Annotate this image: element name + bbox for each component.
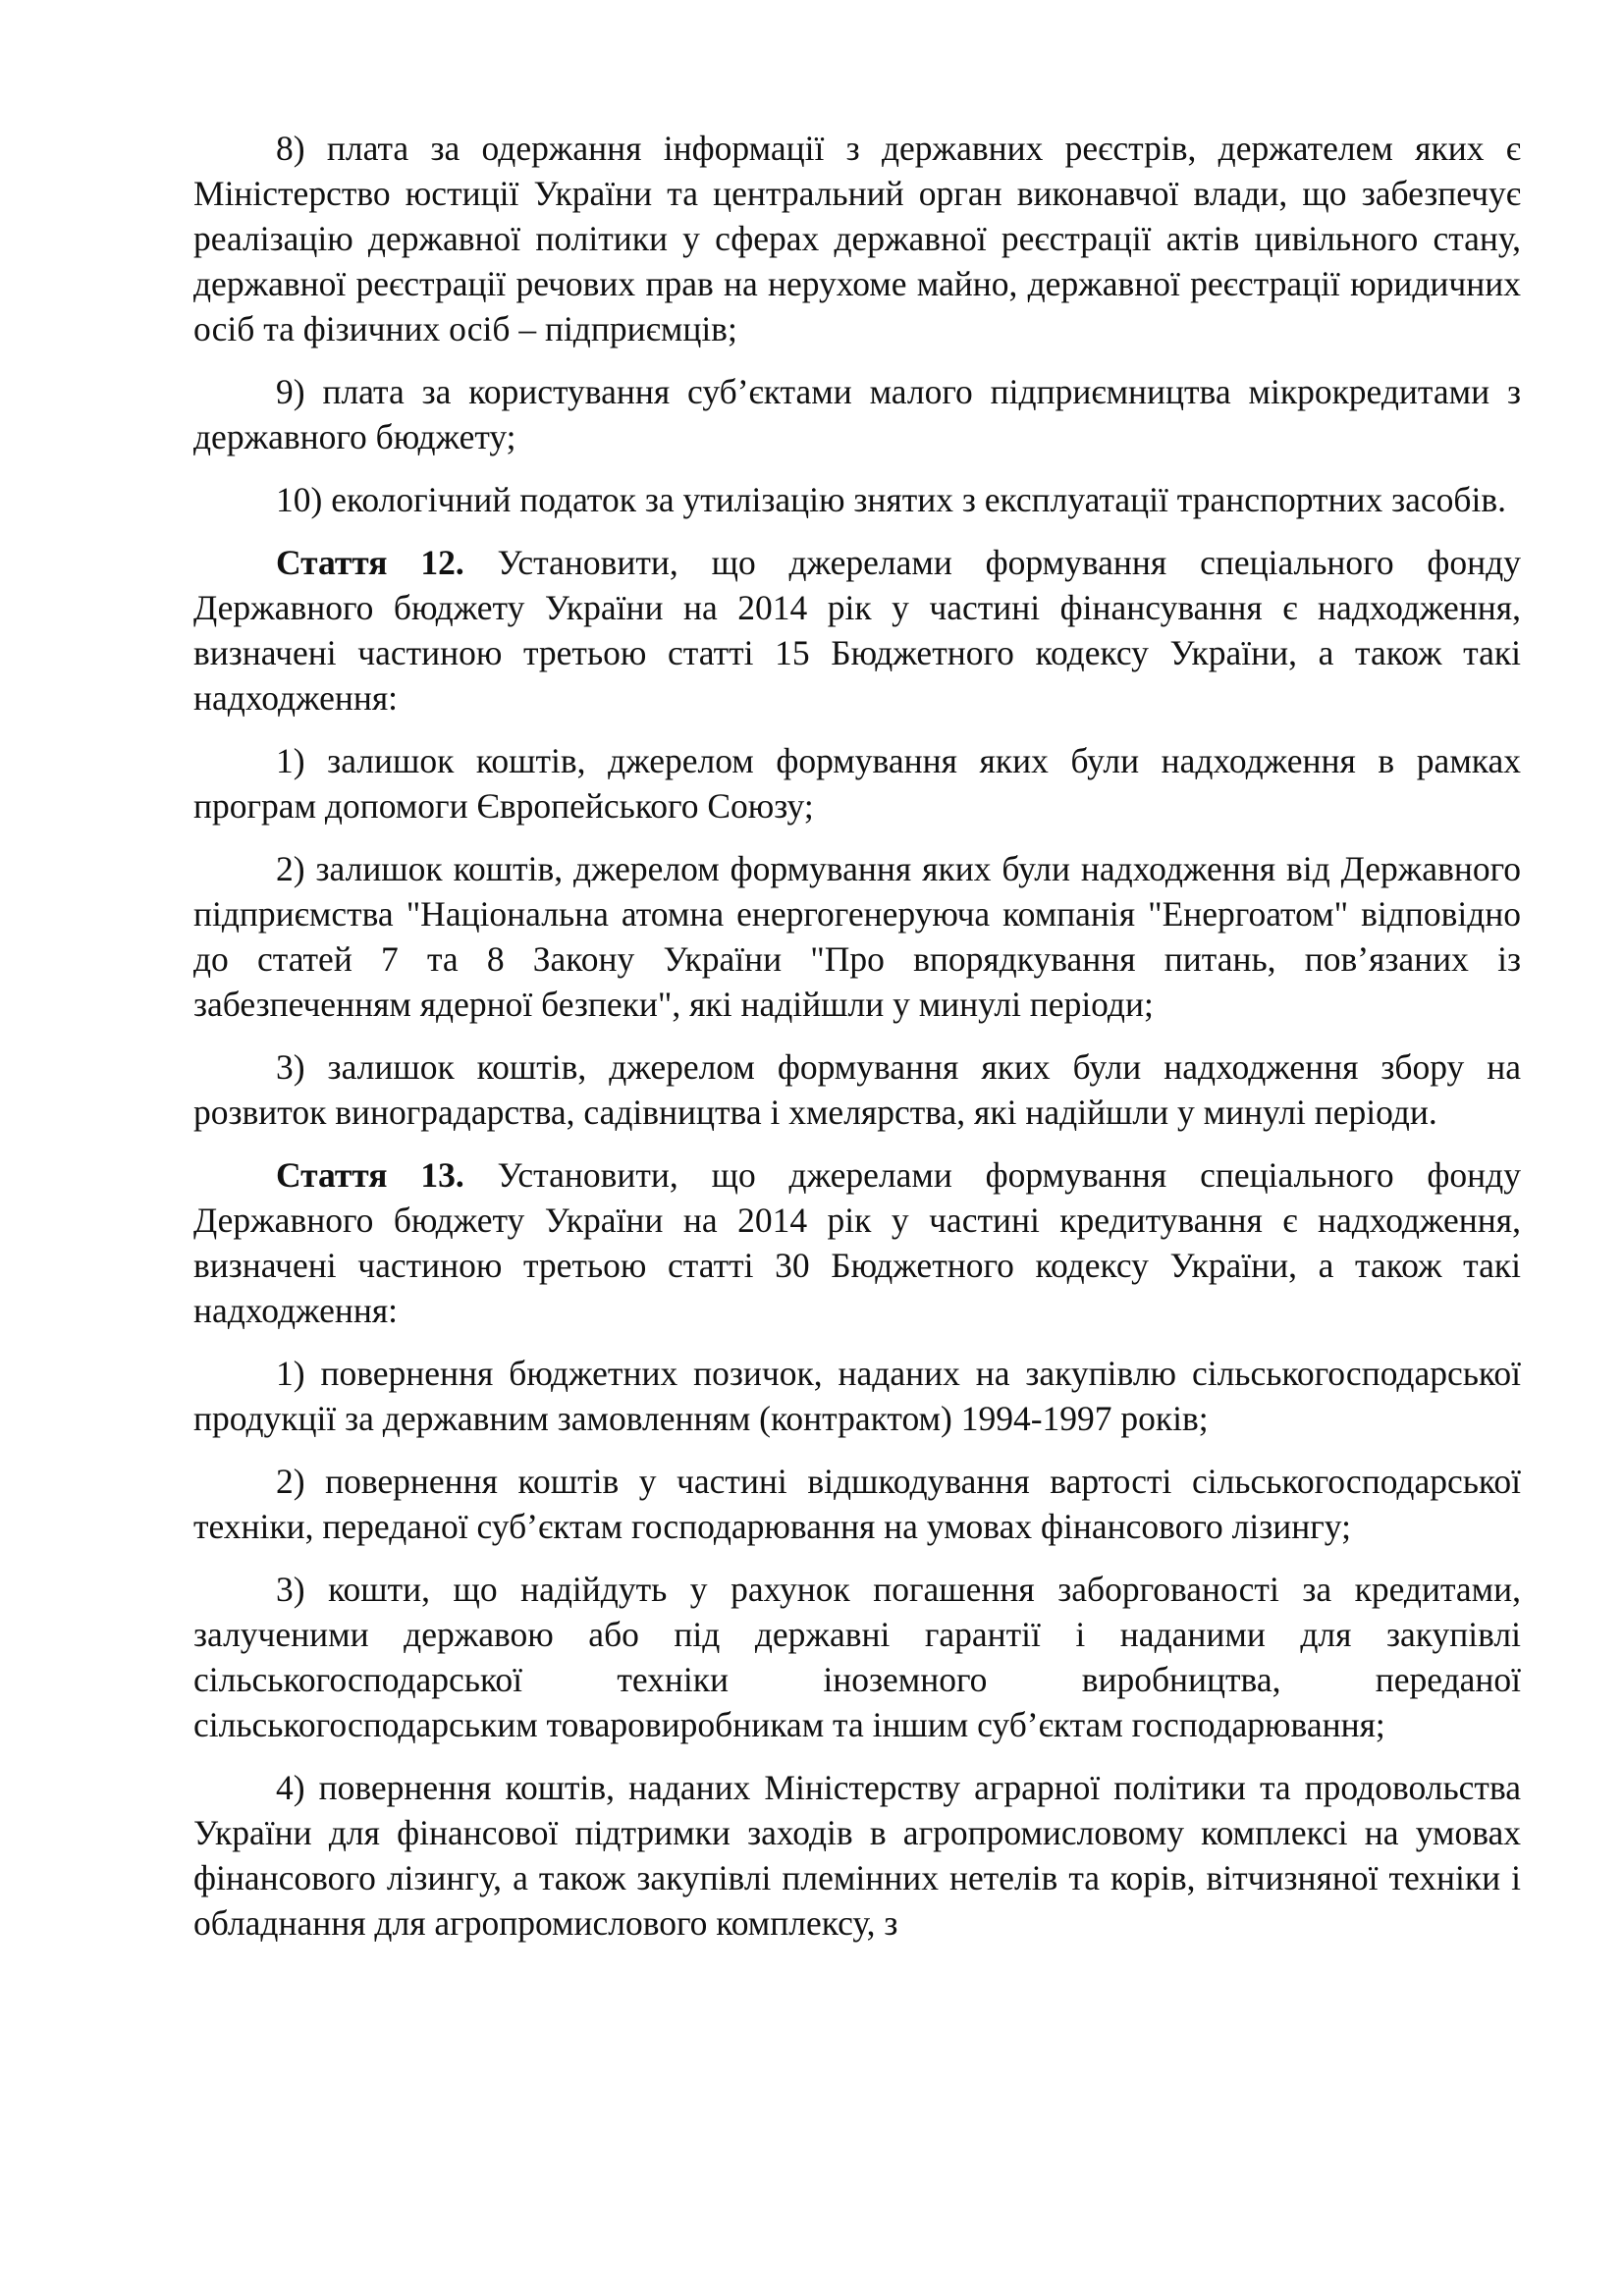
paragraph-item-8: 8) плата за одержання інформації з державних реєстрів, держателем яких є Міністерство юстиції України та центральний орган виконавчої влади, що забезпечує реалізацію державної політики у сферах державної реєстрації актів цивільного стану, державної реєстрації речових прав на нерухоме майно, державної реєстрації юридичних осіб та фізичних осіб – підприємців; <box>193 129 1521 348</box>
document-page <box>193 126 1521 1963</box>
article-13-item-2: 2) повернення коштів у частині відшкодування вартості сільськогосподарської техніки, переданої суб’єктам господарювання на умовах фінансового лізингу; <box>193 1462 1521 1546</box>
paragraph-item-9: 9) плата за користування суб’єктами малого підприємництва мікрокредитами з державного бюджету; <box>193 372 1521 456</box>
article-12-item-2: 2) залишок коштів, джерелом формування яких були надходження від Державного підприємства "Національна атомна енергогенеруюча компанія "Енергоатом" відповідно до статей 7 та 8 Закону України "Про впорядкування питань, пов’язаних із забезпеченням ядерної безпеки", які надійшли у минулі періоди; <box>193 849 1521 1024</box>
article-13-heading: Стаття 13. <box>276 1155 464 1195</box>
article-12-item-3: 3) залишок коштів, джерелом формування яких були надходження збору на розвиток виноградарства, садівництва і хмелярства, які надійшли у минулі періоди. <box>193 1047 1521 1132</box>
article-12-item-1: 1) залишок коштів, джерелом формування яких були надходження в рамках програм допомоги Європейського Союзу; <box>193 741 1521 826</box>
article-12-heading: Стаття 12. <box>276 543 464 582</box>
paragraph-item-10: 10) екологічний податок за утилізацію знятих з експлуатації транспортних засобів. <box>276 480 1506 519</box>
article-13-paragraph: Стаття 13. Установити, що джерелами формування спеціального фонду Державного бюджету України на 2014 рік у частині кредитування є надходження, визначені частиною третьою статті 30 Бюджетного кодексу України, а також такі надходження: <box>193 1155 1521 1330</box>
article-13-item-4: 4) повернення коштів, наданих Міністерству аграрної політики та продовольства України для фінансової підтримки заходів в агропромисловому комплексі на умовах фінансового лізингу, а також закупівлі племінних нетелів та корів, вітчизняної техніки і обладнання для агропромислового комплексу, з <box>193 1768 1521 1943</box>
article-13-item-1: 1) повернення бюджетних позичок, наданих на закупівлю сільськогосподарської продукції за державним замовленням (контрактом) 1994-1997 років; <box>193 1354 1521 1438</box>
article-13-item-3: 3) кошти, що надійдуть у рахунок погашення заборгованості за кредитами, залученими державою або під державні гарантії і наданими для закупівлі сільськогосподарської техніки іноземного виробництва, переданої сільськогосподарським товаровиробникам та іншим суб’єктам господарювання; <box>193 1570 1521 1744</box>
article-12-paragraph: Стаття 12. Установити, що джерелами формування спеціального фонду Державного бюджету України на 2014 рік у частині фінансування є надходження, визначені частиною третьою статті 15 Бюджетного кодексу України, а також такі надходження: <box>193 543 1521 718</box>
